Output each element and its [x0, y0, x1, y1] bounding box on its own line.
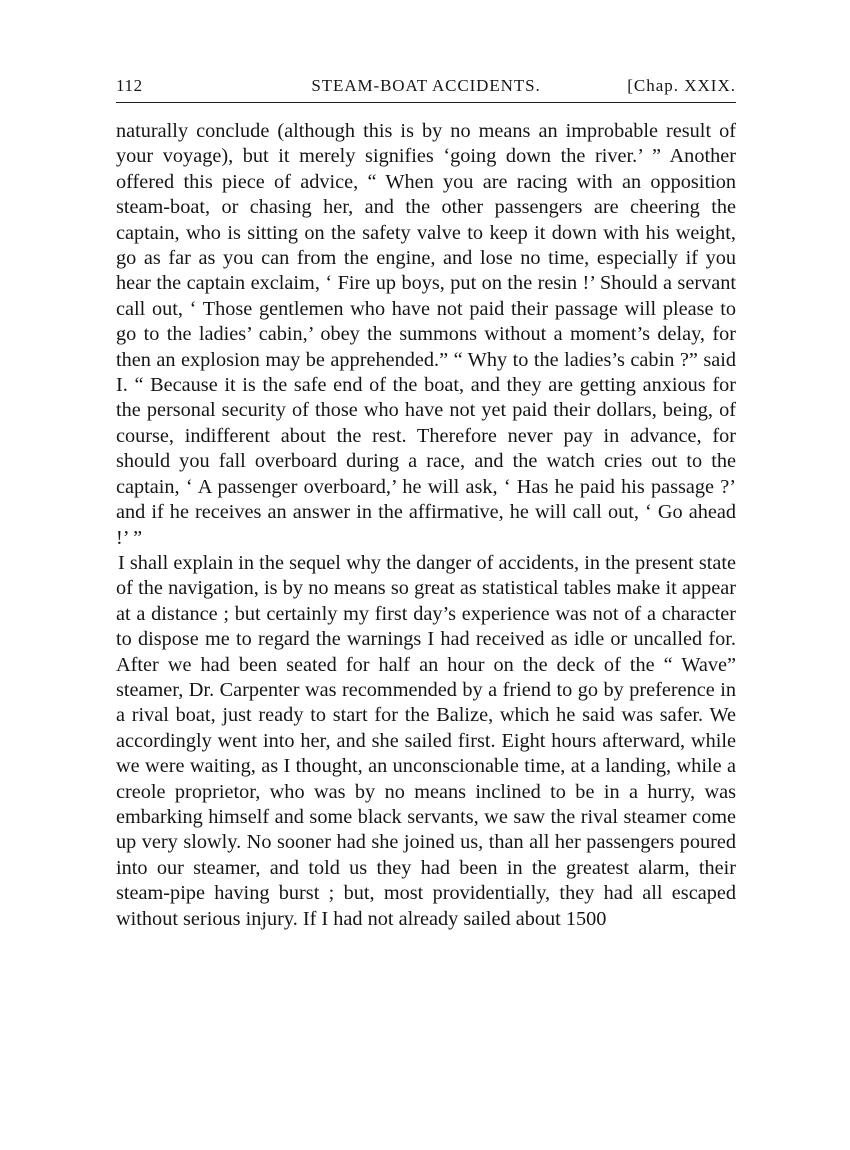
page-number: 112	[116, 76, 143, 95]
body-text	[116, 119, 736, 932]
book-page	[116, 74, 736, 932]
running-header	[116, 74, 736, 100]
paragraph-1: naturally conclude (although this is by no means an improbable result of your voyage), but it merely signifies ‘going down the river.’ ” Another offered this piece of advice, “ When you are racing with an opposition steam-boat, or chasing her, and the other passengers are cheering the captain, who is sitting on the safety valve to keep it down with his weight, go as far as you can from the engine, and lose no time, especially if you hear the captain exclaim, ‘ Fire up boys, put on the resin !’ Should a servant call out, ‘ Those gentlemen who have not paid their passage will please to go to the ladies’ cabin,’ obey the summons without a moment’s delay, for then an explosion may be apprehended.” “ Why to the ladies’s cabin ?” said I. “ Because it is the safe end of the boat, and they are getting anxious for the personal security of those who have not yet paid their dollars, being, of course, indifferent about the rest. Therefore never pay in advance, for should you fall overboard during a race, and the watch cries out to the captain, ‘ A passenger overboard,’ he will ask, ‘ Has he paid his passage ?’ and if he receives an answer in the affirmative, he will call out, ‘ Go ahead !’ ”	[116, 120, 736, 549]
chapter-reference: [Chap. XXIX.	[627, 76, 736, 95]
running-title: STEAM-BOAT ACCIDENTS.	[311, 76, 541, 95]
header-rule	[116, 102, 736, 103]
paragraph-2: I shall explain in the sequel why the danger of accidents, in the present state of the navigation, is by no means so great as statistical tables make it appear at a distance ; but certainly my first day’s experience was not of a character to dispose me to regard the warnings I had received as idle or uncalled for. After we had been seated for half an hour on the deck of the “ Wave” steamer, Dr. Carpenter was recommended by a friend to go by preference in a rival boat, just ready to start for the Balize, which he said was safer. We accordingly went into her, and she sailed first. Eight hours afterward, while we were waiting, as I thought, an unconscionable time, at a landing, while a creole proprietor, who was by no means inclined to be in a hurry, was embarking himself and some black servants, we saw the rival steamer come up very slowly. No sooner had she joined us, than all her passengers poured into our steamer, and told us they had been in the greatest alarm, their steam-pipe having burst ; but, most providentially, they had all escaped without serious injury. If I had not already sailed about 1500	[116, 551, 736, 930]
